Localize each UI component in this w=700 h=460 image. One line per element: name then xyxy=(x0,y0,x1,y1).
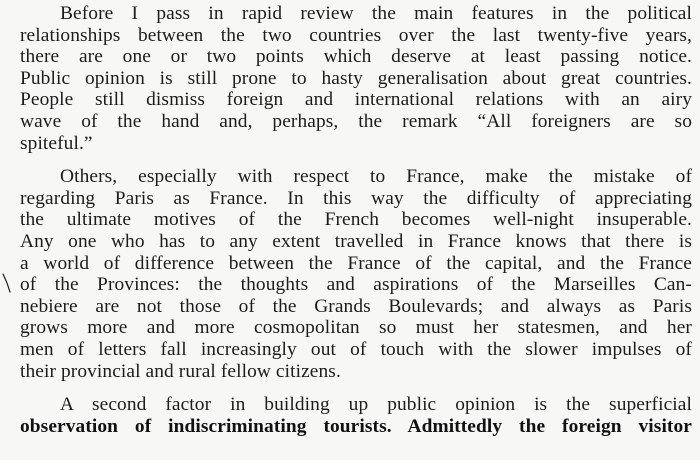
body-text xyxy=(20,3,692,437)
text-line: Public opinion is still prone to hasty generalisation about great countries. xyxy=(20,67,692,89)
paragraph-gap xyxy=(20,154,692,166)
text-line: there are one or two points which deserve at least passing notice. xyxy=(20,46,692,68)
text-line: observation of indiscriminating tourists. Admittedly the foreign visitor xyxy=(20,415,692,437)
text-line: a world of difference between the France of the capital, and the France xyxy=(20,252,692,274)
text-line: People still dismiss foreign and international relations with an airy xyxy=(20,89,692,111)
text-line: men of letters fall increasingly out of touch with the slower impulses of xyxy=(20,338,692,360)
text-line: Before I pass in rapid review the main features in the political xyxy=(60,3,692,24)
text-line: grows more and more cosmopolitan so must her statesmen, and her xyxy=(20,317,692,339)
text-line: spiteful.” xyxy=(20,132,93,154)
margin-pencil-mark-icon xyxy=(2,272,12,294)
paragraph-2 xyxy=(20,166,692,382)
text-line: wave of the hand and, perhaps, the remark “All foreigners are so xyxy=(20,110,692,132)
text-line: the ultimate motives of the French becomes well-night insuperable. xyxy=(20,209,692,231)
text-line: A second factor in building up public opinion is the superficial xyxy=(60,394,692,416)
text-line: Others, especially with respect to France, make the mistake of xyxy=(60,166,692,188)
paragraph-gap xyxy=(20,382,692,394)
text-line: regarding Paris as France. In this way the difficulty of appreciating xyxy=(20,187,692,209)
text-line: Any one who has to any extent travelled in France knows that there is xyxy=(20,230,692,252)
paragraph-1 xyxy=(20,3,692,154)
text-line: their provincial and rural fellow citizens. xyxy=(20,360,341,382)
text-line: nebiere are not those of the Grands Boulevards; and always as Paris xyxy=(20,295,692,317)
text-line: of the Provinces: the thoughts and aspirations of the Marseilles Can- xyxy=(20,274,692,296)
paragraph-3 xyxy=(20,394,692,437)
text-line: relationships between the two countries over the last twenty-five years, xyxy=(20,24,692,46)
